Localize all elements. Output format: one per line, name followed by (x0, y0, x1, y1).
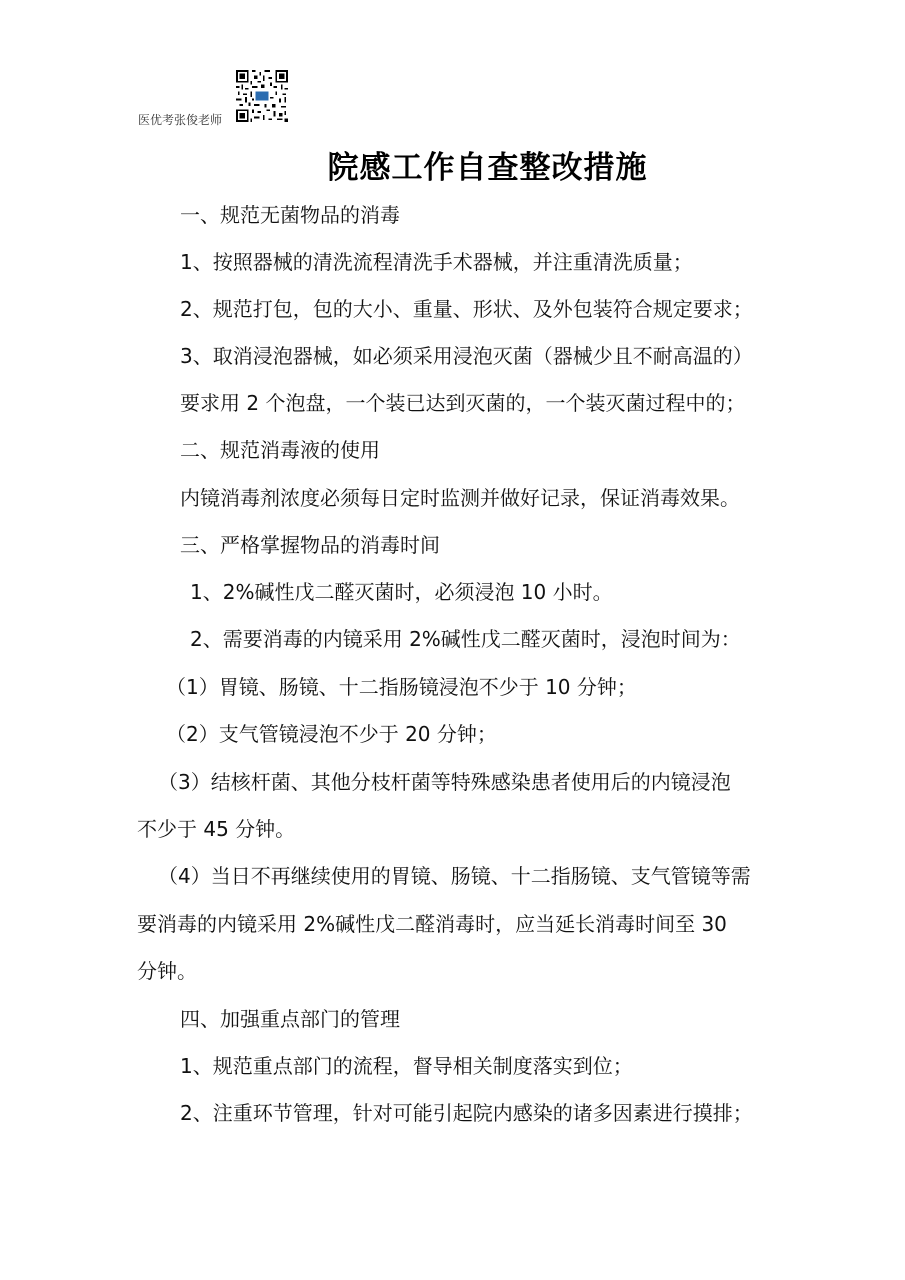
paragraph-line: 1、2%碱性戊二醛灭菌时，必须浸泡 10 小时。 (190, 580, 613, 604)
paragraph-line: 2、规范打包，包的大小、重量、形状、及外包装符合规定要求； (180, 297, 753, 321)
paragraph-line: （2）支气管镜浸泡不少于 20 分钟； (166, 722, 497, 746)
qr-code-icon (236, 70, 288, 122)
paragraph-line: 不少于 45 分钟。 (137, 817, 296, 841)
paragraph-line: 3、取消浸泡器械，如必须采用浸泡灭菌（器械少且不耐高温的） (180, 344, 753, 368)
paragraph-line: 2、注重环节管理，针对可能引起院内感染的诸多因素进行摸排； (180, 1101, 753, 1125)
paragraph-line: 内镜消毒剂浓度必须每日定时监测并做好记录，保证消毒效果。 (180, 486, 740, 510)
paragraph-line: （4）当日不再继续使用的胃镜、肠镜、十二指肠镜、支气管镜等需 (158, 864, 751, 888)
watermark-author-label: 医优考张俊老师 (138, 113, 223, 127)
paragraph-line: 要消毒的内镜采用 2%碱性戊二醛消毒时，应当延长消毒时间至 30 (137, 912, 727, 936)
paragraph-line: （3）结核杆菌、其他分枝杆菌等特殊感染患者使用后的内镜浸泡 (158, 770, 731, 794)
section-heading-3: 三、严格掌握物品的消毒时间 (180, 533, 440, 557)
paragraph-line: 1、规范重点部门的流程，督导相关制度落实到位； (180, 1054, 633, 1078)
paragraph-line: 分钟。 (137, 959, 197, 983)
header-watermark (138, 70, 298, 130)
paragraph-line: （1）胃镜、肠镜、十二指肠镜浸泡不少于 10 分钟； (166, 675, 637, 699)
paragraph-line: 2、需要消毒的内镜采用 2%碱性戊二醛灭菌时，浸泡时间为： (190, 627, 741, 651)
section-heading-1: 一、规范无菌物品的消毒 (180, 203, 400, 227)
section-heading-2: 二、规范消毒液的使用 (180, 438, 380, 462)
paragraph-line: 1、按照器械的清洗流程清洗手术器械，并注重清洗质量； (180, 250, 693, 274)
paragraph-line: 要求用 2 个泡盘，一个装已达到灭菌的，一个装灭菌过程中的； (180, 391, 746, 415)
document-title: 院感工作自查整改措施 (327, 150, 648, 186)
section-heading-4: 四、加强重点部门的管理 (180, 1007, 400, 1031)
